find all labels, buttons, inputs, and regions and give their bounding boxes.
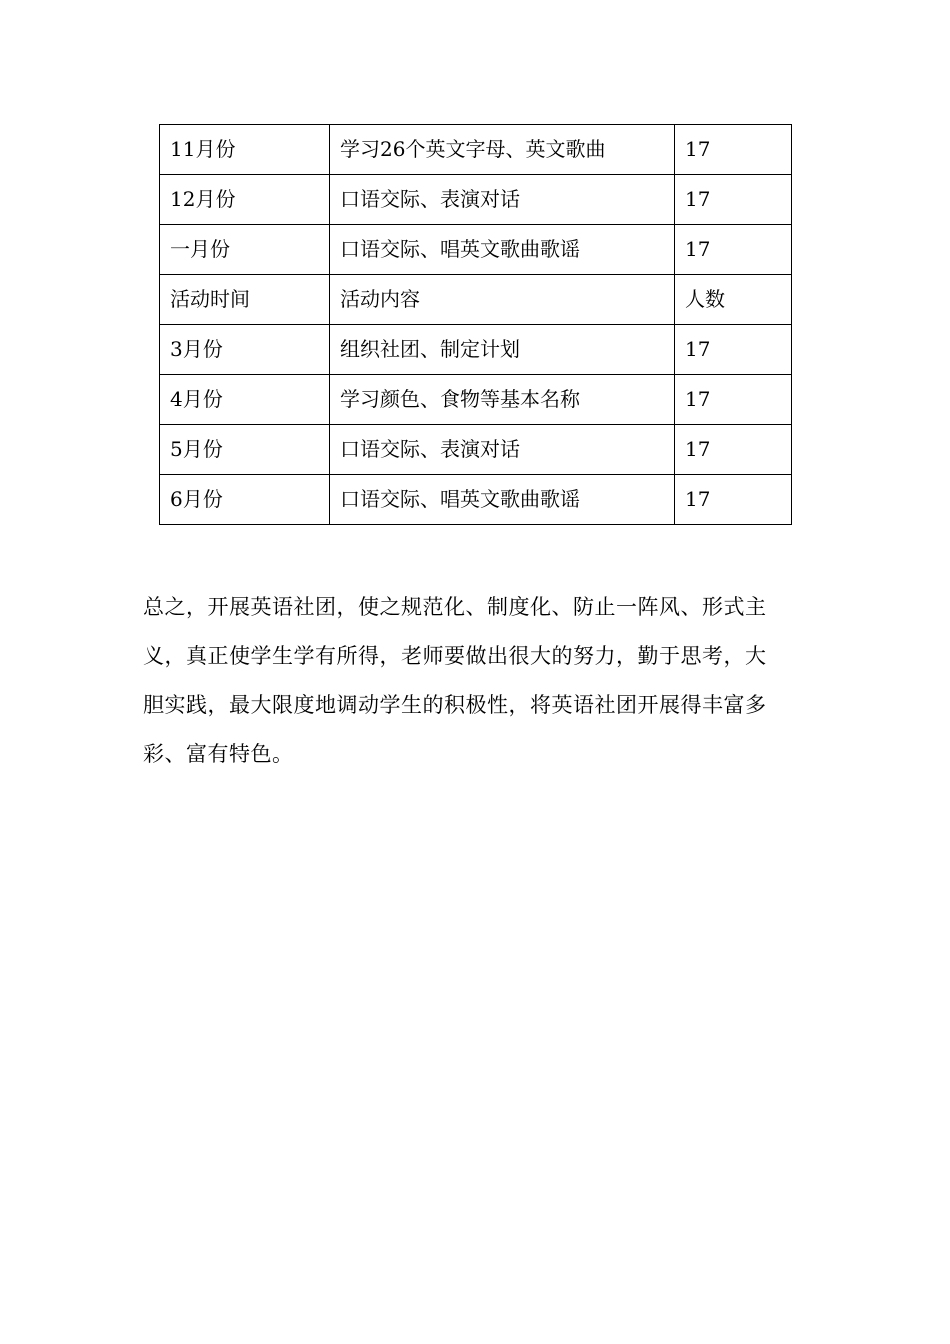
table-row	[160, 325, 792, 375]
activity-time-cell: 6月份	[160, 475, 330, 525]
participant-count-cell: 17	[675, 225, 792, 275]
column-header-content: 活动内容	[330, 275, 675, 325]
participant-count-cell: 17	[675, 175, 792, 225]
participant-count-cell: 17	[675, 475, 792, 525]
table-row	[160, 125, 792, 175]
activity-content-cell: 口语交际、表演对话	[330, 175, 675, 225]
table-row	[160, 225, 792, 275]
activity-content-cell: 学习颜色、食物等基本名称	[330, 375, 675, 425]
summary-line: 义，真正使学生学有所得，老师要做出很大的努力，勤于思考，大	[143, 644, 767, 668]
summary-paragraph	[143, 583, 803, 779]
participant-count-cell: 17	[675, 125, 792, 175]
activity-time-cell: 12月份	[160, 175, 330, 225]
activity-time-cell: 4月份	[160, 375, 330, 425]
activity-content-cell: 学习26个英文字母、英文歌曲	[330, 125, 675, 175]
table-row	[160, 175, 792, 225]
activity-content-cell: 口语交际、唱英文歌曲歌谣	[330, 475, 675, 525]
column-header-time: 活动时间	[160, 275, 330, 325]
table-header-row	[160, 275, 792, 325]
activity-time-cell: 3月份	[160, 325, 330, 375]
column-header-count: 人数	[675, 275, 792, 325]
summary-line: 彩、富有特色。	[143, 742, 294, 766]
participant-count-cell: 17	[675, 325, 792, 375]
table-row	[160, 425, 792, 475]
table-row	[160, 475, 792, 525]
activity-time-cell: 一月份	[160, 225, 330, 275]
activity-content-cell: 口语交际、唱英文歌曲歌谣	[330, 225, 675, 275]
activity-content-cell: 口语交际、表演对话	[330, 425, 675, 475]
activity-time-cell: 5月份	[160, 425, 330, 475]
activity-content-cell: 组织社团、制定计划	[330, 325, 675, 375]
activity-schedule-table	[159, 124, 792, 525]
summary-line: 总之，开展英语社团，使之规范化、制度化、防止一阵风、形式主	[143, 595, 767, 619]
summary-line: 胆实践，最大限度地调动学生的积极性，将英语社团开展得丰富多	[143, 693, 767, 717]
participant-count-cell: 17	[675, 425, 792, 475]
participant-count-cell: 17	[675, 375, 792, 425]
table-row	[160, 375, 792, 425]
activity-time-cell: 11月份	[160, 125, 330, 175]
